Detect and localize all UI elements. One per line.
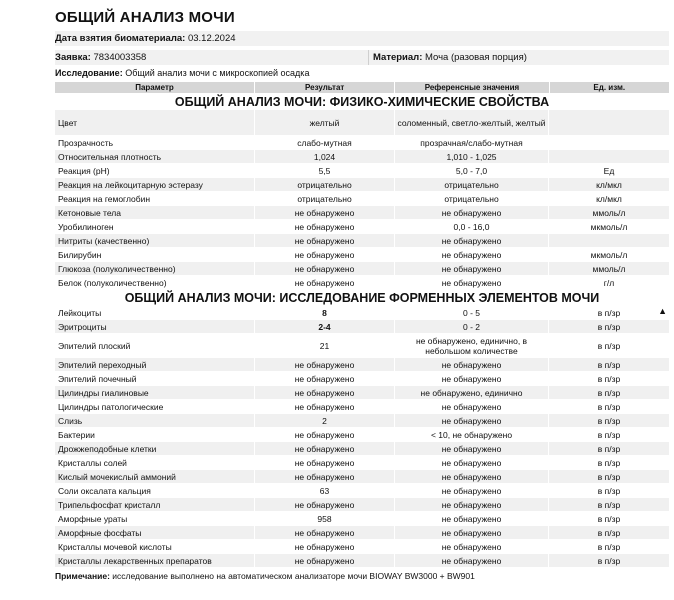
unit-cell: в п/зр	[597, 527, 621, 538]
table-row	[55, 442, 669, 456]
parameter-cell: Прозрачность	[55, 136, 255, 149]
parameter-cell: Реакция на лейкоцитарную эстеразу	[55, 178, 255, 191]
order-separator	[368, 50, 369, 65]
table-row	[55, 470, 669, 484]
physchem-table	[55, 110, 669, 290]
result-cell: не обнаружено	[255, 276, 395, 289]
result-cell: не обнаружено	[255, 234, 395, 247]
reference-cell: соломенный, светло-желтый, желтый	[395, 110, 549, 135]
high-flag-icon: ▲	[658, 306, 667, 316]
unit-cell: кл/мкл	[596, 179, 622, 190]
reference-cell: не обнаружено	[395, 234, 549, 247]
parameter-cell: Кристаллы мочевой кислоты	[55, 540, 255, 553]
unit-cell: в п/зр	[597, 485, 621, 496]
order-value: 7834003358	[93, 52, 147, 63]
reference-cell: не обнаружено	[395, 248, 549, 261]
unit-cell: в п/зр	[597, 499, 621, 510]
reference-cell: не обнаружено	[395, 358, 549, 371]
parameter-cell: Эпителий почечный	[55, 372, 255, 385]
section-sediment-title: ОБЩИЙ АНАЛИЗ МОЧИ: ИССЛЕДОВАНИЕ ФОРМЕННЫХ ЭЛЕМЕНТОВ МОЧИ	[124, 291, 600, 305]
table-row	[55, 428, 669, 442]
table-row	[55, 136, 669, 150]
parameter-cell: Кристаллы солей	[55, 456, 255, 469]
unit-cell: кл/мкл	[596, 193, 622, 204]
reference-cell: не обнаружено	[395, 262, 549, 275]
reference-cell: не обнаружено	[395, 484, 549, 497]
result-cell: желтый	[255, 110, 395, 135]
table-row	[55, 456, 669, 470]
note	[55, 571, 475, 581]
table-row	[55, 526, 669, 540]
note-text: исследование выполнено на автоматическом анализаторе мочи BIOWAY BW3000 + BW901	[112, 571, 475, 581]
reference-cell: отрицательно	[395, 192, 549, 205]
unit-cell	[549, 136, 669, 149]
study-value: Общий анализ мочи с микроскопией осадка	[125, 68, 310, 78]
unit-cell: в п/зр	[597, 401, 621, 412]
unit-cell: мкмоль/л	[590, 249, 628, 260]
result-cell: 2-4	[255, 320, 395, 333]
parameter-cell: Аморфные фосфаты	[55, 526, 255, 539]
result-cell: не обнаружено	[255, 498, 395, 511]
reference-cell: не обнаружено	[395, 456, 549, 469]
reference-cell: не обнаружено	[395, 526, 549, 539]
result-cell: не обнаружено	[255, 456, 395, 469]
study-row	[55, 66, 669, 81]
parameter-cell: Глюкоза (полуколичественно)	[55, 262, 255, 275]
result-cell: 21	[255, 334, 395, 357]
unit-cell: ммоль/л	[592, 207, 626, 218]
unit-cell: Ед	[603, 165, 615, 176]
result-cell: не обнаружено	[255, 262, 395, 275]
parameter-cell: Бактерии	[55, 428, 255, 441]
table-header	[55, 82, 669, 93]
unit-cell: в п/зр	[597, 359, 621, 370]
unit-cell: в п/зр	[597, 415, 621, 426]
result-cell: 2	[255, 414, 395, 427]
parameter-cell: Эпителий переходный	[55, 358, 255, 371]
reference-cell: не обнаружено	[395, 470, 549, 483]
table-row	[55, 334, 669, 358]
result-cell: слабо-мутная	[255, 136, 395, 149]
reference-cell: 5,0 - 7,0	[395, 164, 549, 177]
section-physchem-title: ОБЩИЙ АНАЛИЗ МОЧИ: ФИЗИКО-ХИМИЧЕСКИЕ СВОЙСТВА	[174, 95, 550, 109]
result-cell: не обнаружено	[255, 470, 395, 483]
table-row	[55, 220, 669, 234]
order-label: Заявка:	[55, 52, 94, 63]
result-cell: не обнаружено	[255, 358, 395, 371]
table-row	[55, 248, 669, 262]
parameter-cell: Цвет	[55, 110, 255, 135]
unit-cell: в п/зр	[597, 321, 621, 332]
study-label: Исследование:	[55, 68, 126, 78]
material-cell	[373, 50, 527, 65]
table-row	[55, 498, 669, 512]
parameter-cell: Реакция (pH)	[55, 164, 255, 177]
table-row	[55, 512, 669, 526]
unit-cell: ммоль/л	[592, 263, 626, 274]
unit-cell: мкмоль/л	[590, 221, 628, 232]
reference-cell: не обнаружено	[395, 442, 549, 455]
result-cell: не обнаружено	[255, 372, 395, 385]
collection-date-row	[55, 31, 669, 46]
result-cell: не обнаружено	[255, 442, 395, 455]
col-header-reference: Референсные значения	[395, 82, 549, 93]
unit-cell: в п/зр	[597, 457, 621, 468]
unit-cell	[549, 110, 669, 135]
reference-cell: не обнаружено, единично	[395, 386, 549, 399]
reference-cell: прозрачная/слабо-мутная	[395, 136, 549, 149]
parameter-cell: Белок (полуколичественно)	[55, 276, 255, 289]
result-cell: не обнаружено	[255, 400, 395, 413]
unit-cell: в п/зр	[597, 541, 621, 552]
parameter-cell: Кислый мочекислый аммоний	[55, 470, 255, 483]
result-cell: не обнаружено	[255, 206, 395, 219]
report-title: ОБЩИЙ АНАЛИЗ МОЧИ	[55, 9, 235, 26]
table-row	[55, 320, 669, 334]
reference-cell: 1,010 - 1,025	[395, 150, 549, 163]
parameter-cell: Кетоновые тела	[55, 206, 255, 219]
collection-date-label: Дата взятия биоматериала:	[55, 33, 188, 44]
result-cell: не обнаружено	[255, 540, 395, 553]
unit-cell: в п/зр	[597, 307, 621, 318]
reference-cell: не обнаружено	[395, 276, 549, 289]
parameter-cell: Относительная плотность	[55, 150, 255, 163]
parameter-cell: Нитриты (качественно)	[55, 234, 255, 247]
reference-cell: не обнаружено	[395, 498, 549, 511]
table-row	[55, 400, 669, 414]
parameter-cell: Слизь	[55, 414, 255, 427]
unit-cell: в п/зр	[597, 340, 621, 351]
note-label: Примечание:	[55, 571, 113, 581]
unit-cell	[549, 234, 669, 247]
collection-date-value: 03.12.2024	[187, 33, 236, 44]
reference-cell: отрицательно	[395, 178, 549, 191]
result-cell: 8	[255, 306, 395, 319]
parameter-cell: Кристаллы лекарственных препаратов	[55, 554, 255, 567]
table-row	[55, 540, 669, 554]
unit-cell: в п/зр	[597, 513, 621, 524]
parameter-cell: Лейкоциты	[55, 306, 255, 319]
reference-cell: не обнаружено	[395, 540, 549, 553]
order-row	[55, 50, 669, 65]
table-row	[55, 110, 669, 136]
table-row	[55, 358, 669, 372]
table-row	[55, 554, 669, 568]
table-row	[55, 192, 669, 206]
result-cell: не обнаружено	[255, 428, 395, 441]
reference-cell: 0,0 - 16,0	[395, 220, 549, 233]
parameter-cell: Реакция на гемоглобин	[55, 192, 255, 205]
reference-cell: не обнаружено	[395, 372, 549, 385]
table-row	[55, 386, 669, 400]
unit-cell: в п/зр	[597, 373, 621, 384]
table-row	[55, 150, 669, 164]
table-row	[55, 262, 669, 276]
reference-cell: не обнаружено	[395, 512, 549, 525]
result-cell: 63	[255, 484, 395, 497]
unit-cell: в п/зр	[597, 443, 621, 454]
reference-cell: 0 - 2	[395, 320, 549, 333]
col-header-param: Параметр	[55, 82, 255, 93]
parameter-cell: Эпителий плоский	[55, 334, 255, 357]
unit-cell: в п/зр	[597, 429, 621, 440]
parameter-cell: Цилиндры патологические	[55, 400, 255, 413]
unit-cell: в п/зр	[597, 555, 621, 566]
result-cell: не обнаружено	[255, 220, 395, 233]
parameter-cell: Аморфные ураты	[55, 512, 255, 525]
reference-cell: не обнаружено	[395, 554, 549, 567]
unit-cell: в п/зр	[597, 387, 621, 398]
unit-cell	[549, 150, 669, 163]
reference-cell: не обнаружено	[395, 206, 549, 219]
result-cell: 5,5	[255, 164, 395, 177]
table-row	[55, 276, 669, 290]
table-row	[55, 372, 669, 386]
parameter-cell: Соли оксалата кальция	[55, 484, 255, 497]
reference-cell: не обнаружено, единично, в небольшом количестве	[395, 334, 549, 357]
table-row	[55, 306, 669, 320]
reference-cell: < 10, не обнаружено	[395, 428, 549, 441]
result-cell: не обнаружено	[255, 248, 395, 261]
table-row	[55, 178, 669, 192]
material-label: Материал:	[373, 52, 426, 63]
unit-cell: г/л	[603, 277, 615, 288]
parameter-cell: Уробилиноген	[55, 220, 255, 233]
table-row	[55, 484, 669, 498]
result-cell: 958	[255, 512, 395, 525]
reference-cell: не обнаружено	[395, 400, 549, 413]
result-cell: не обнаружено	[255, 526, 395, 539]
sediment-table	[55, 306, 669, 568]
table-row	[55, 414, 669, 428]
result-cell: 1,024	[255, 150, 395, 163]
col-header-unit: Ед. изм.	[593, 83, 626, 92]
result-cell: отрицательно	[255, 192, 395, 205]
reference-cell: 0 - 5	[395, 306, 549, 319]
parameter-cell: Дрожжеподобные клетки	[55, 442, 255, 455]
result-cell: не обнаружено	[255, 386, 395, 399]
parameter-cell: Трипельфосфат кристалл	[55, 498, 255, 511]
table-row	[55, 206, 669, 220]
reference-cell: не обнаружено	[395, 414, 549, 427]
table-row	[55, 164, 669, 178]
result-cell: отрицательно	[255, 178, 395, 191]
unit-cell: в п/зр	[597, 471, 621, 482]
parameter-cell: Билирубин	[55, 248, 255, 261]
parameter-cell: Цилиндры гиалиновые	[55, 386, 255, 399]
parameter-cell: Эритроциты	[55, 320, 255, 333]
table-row	[55, 234, 669, 248]
result-cell: не обнаружено	[255, 554, 395, 567]
col-header-result: Результат	[255, 82, 395, 93]
material-value: Моча (разовая порция)	[425, 52, 527, 63]
